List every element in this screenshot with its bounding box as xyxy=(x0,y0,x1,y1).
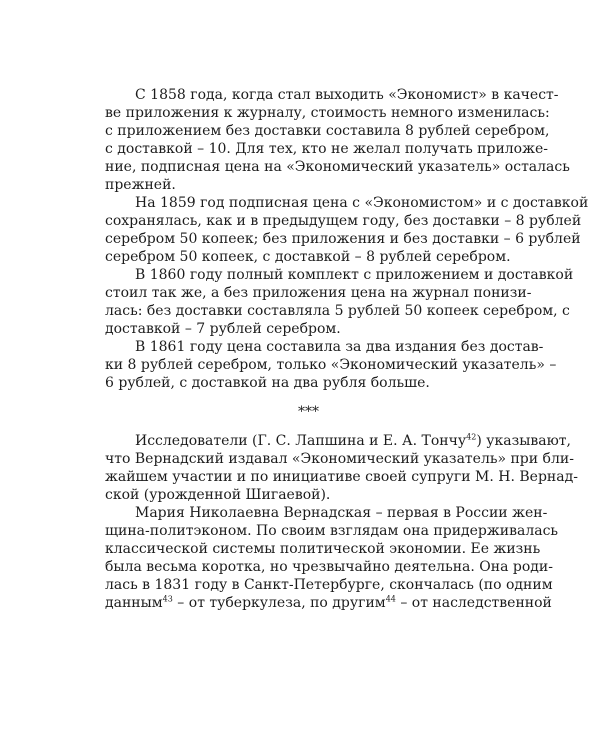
text-line: 6 рублей, с доставкой на два рубля больше. xyxy=(105,375,430,391)
text-line: была весьма коротка, но чрезвычайно деятельна. Она роди- xyxy=(105,559,553,575)
text-line: жайшем участии и по инициативе своей супруги М. Н. Вернад- xyxy=(105,469,578,485)
text-line: Мария Николаевна Вернадская – первая в России жен- xyxy=(135,505,548,521)
text-line: щина-политэконом. По своим взглядам она придерживалась xyxy=(105,523,559,539)
footnote-ref-44: 44 xyxy=(385,594,396,604)
text-line: с приложением без доставки составила 8 рублей серебром, xyxy=(105,123,550,139)
text-line: На 1859 год подписная цена с «Экономистом» и с доставкой xyxy=(135,195,589,211)
text-line: лась: без доставки составляла 5 рублей 50 копеек серебром, с xyxy=(105,303,570,319)
footnote-ref-42: 42 xyxy=(466,432,477,442)
section-separator: *** xyxy=(298,404,319,420)
text-line: В 1860 году полный комплект с приложением и доставкой xyxy=(135,267,574,283)
text-line: стоил так же, а без приложения цена на журнал понизи- xyxy=(105,285,532,301)
text-line: что Вернадский издавал «Экономический указатель» при бли- xyxy=(105,451,574,467)
footnote-ref-43: 43 xyxy=(162,594,173,604)
text-run: данным xyxy=(105,595,163,611)
text-line: ние, подписная цена на «Экономический указатель» осталась xyxy=(105,159,570,175)
text-line: С 1858 года, когда стал выходить «Экономист» в качест- xyxy=(135,87,559,103)
text-line: лась в 1831 году в Санкт-Петербурге, скончалась (по одним xyxy=(105,577,553,593)
text-line: доставкой – 7 рублей серебром. xyxy=(105,321,341,337)
text-run: Исследователи (Г. С. Лапшина и Е. А. Тончу xyxy=(135,433,467,449)
text-run: ) указывают, xyxy=(476,433,571,449)
text-line: с доставкой – 10. Для тех, кто не желал получать приложе- xyxy=(105,141,549,157)
text-line: ки 8 рублей серебром, только «Экономический указатель» – xyxy=(105,357,557,373)
text-line: серебром 50 копеек; без приложения и без доставки – 6 рублей xyxy=(105,231,581,247)
text-run: – от наследственной xyxy=(395,595,552,611)
text-line: сохранялась, как и в предыдущем году, без доставки – 8 рублей xyxy=(105,213,582,229)
text-line: ской (урожденной Шигаевой). xyxy=(105,487,331,503)
text-line: прежней. xyxy=(105,177,176,193)
text-run: – от туберкулеза, по другим xyxy=(172,595,386,611)
text-line: ве приложения к журналу, стоимость немного изменилась: xyxy=(105,105,550,121)
text-line: классической системы политической экономии. Ее жизнь xyxy=(105,541,541,557)
text-line: В 1861 году цена составила за два издания без достав- xyxy=(135,339,544,355)
text-line: серебром 50 копеек, с доставкой – 8 рублей серебром. xyxy=(105,249,511,265)
